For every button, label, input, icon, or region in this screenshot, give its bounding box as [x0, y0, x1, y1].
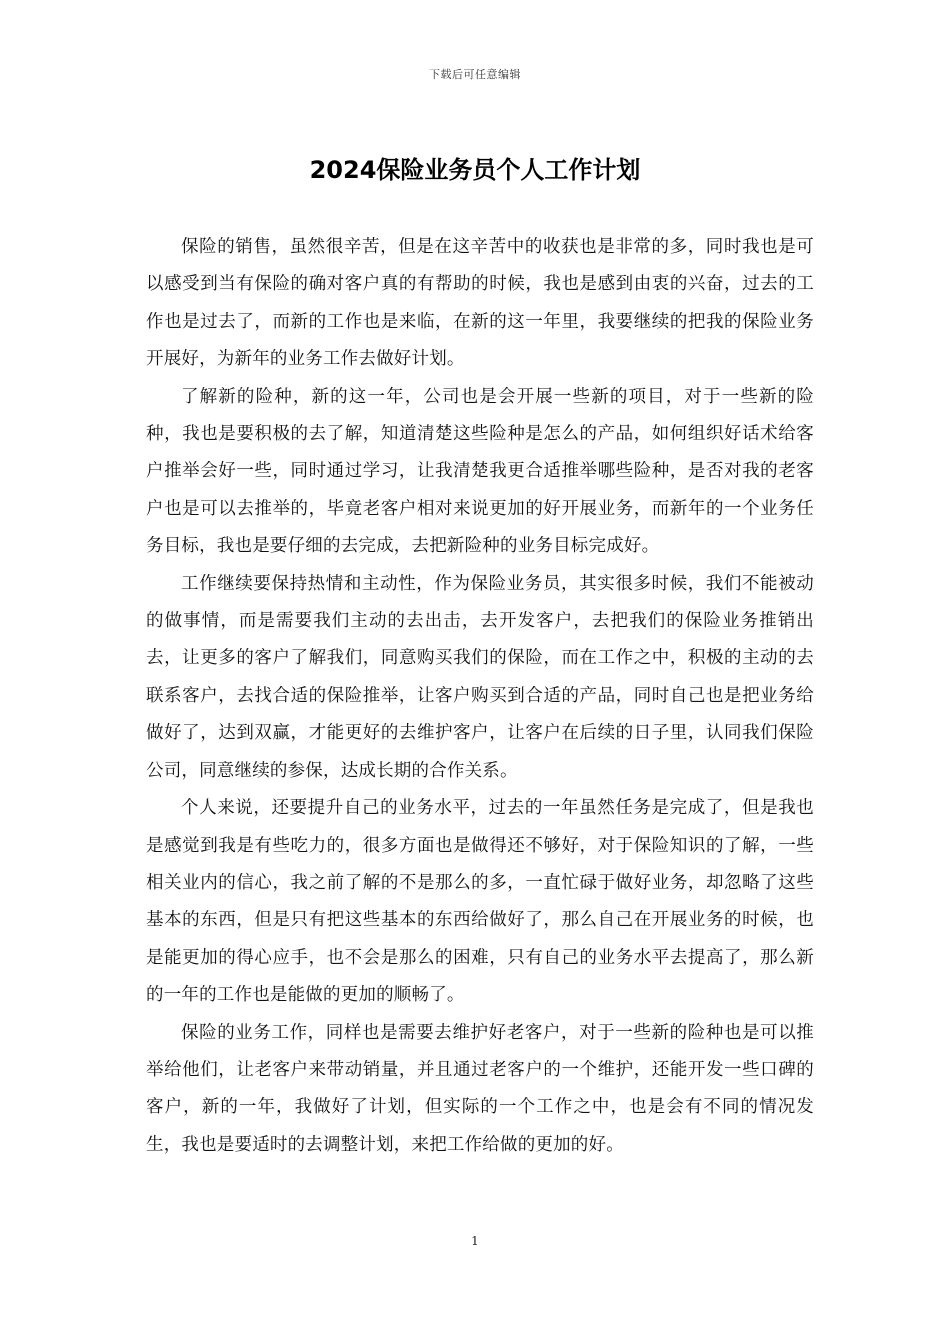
paragraph: 保险的业务工作，同样也是需要去维护好老客户，对于一些新的险种也是可以推举给他们，让老客户来带动销量，并且通过老客户的一个维护，还能开发一些口碑的客户，新的一年，我做好了计划，但实际的一个工作之中，也是会有不同的情况发生，我也是要适时的去调整计划，来把工作给做的更加的好。 — [146, 1022, 814, 1155]
document-title: 2024保险业务员个人工作计划 — [309, 156, 641, 184]
paragraph: 个人来说，还要提升自己的业务水平，过去的一年虽然任务是完成了，但是我也是感觉到我是有些吃力的，很多方面也是做得还不够好，对于保险知识的了解，一些相关业内的信心，我之前了解的不是那么的多，一直忙碌于做好业务，却忽略了这些基本的东西，但是只有把这些基本的东西给做好了，那么自己在开展业务的时候，也是能更加的得心应手，也不会是那么的困难，只有自己的业务水平去提高了，那么新的一年的工作也是能做的更加的顺畅了。 — [146, 798, 814, 1006]
paragraph: 了解新的险种，新的这一年，公司也是会开展一些新的项目，对于一些新的险种，我也是要积极的去了解，知道清楚这些险种是怎么的产品，如何组织好话术给客户推举会好一些，同时通过学习，让我清楚我更合适推举哪些险种，是否对我的老客户也是可以去推举的，毕竟老客户相对来说更加的好开展业务，而新年的一个业务任务目标，我也是要仔细的去完成，去把新险种的业务目标完成好。 — [146, 386, 814, 557]
paragraph: 保险的销售，虽然很辛苦，但是在这辛苦中的收获也是非常的多，同时我也是可以感受到当有保险的确对客户真的有帮助的时候，我也是感到由衷的兴奋，过去的工作也是过去了，而新的工作也是来临，在新的这一年里，我要继续的把我的保险业务开展好，为新年的业务工作去做好计划。 — [146, 237, 814, 370]
paragraph: 工作继续要保持热情和主动性，作为保险业务员，其实很多时候，我们不能被动的做事情，而是需要我们主动的去出击，去开发客户，去把我们的保险业务推销出去，让更多的客户了解我们，同意购买我们的保险，而在工作之中，积极的主动的去联系客户，去找合适的保险推举，让客户购买到合适的产品，同时自己也是把业务给做好了，达到双赢，才能更好的去维护客户，让客户在后续的日子里，认同我们保险公司，同意继续的参保，达成长期的合作关系。 — [146, 573, 814, 781]
header-note: 下载后可任意编辑 — [429, 68, 521, 81]
page-number: 1 — [471, 1234, 479, 1248]
document-body — [146, 229, 814, 1164]
